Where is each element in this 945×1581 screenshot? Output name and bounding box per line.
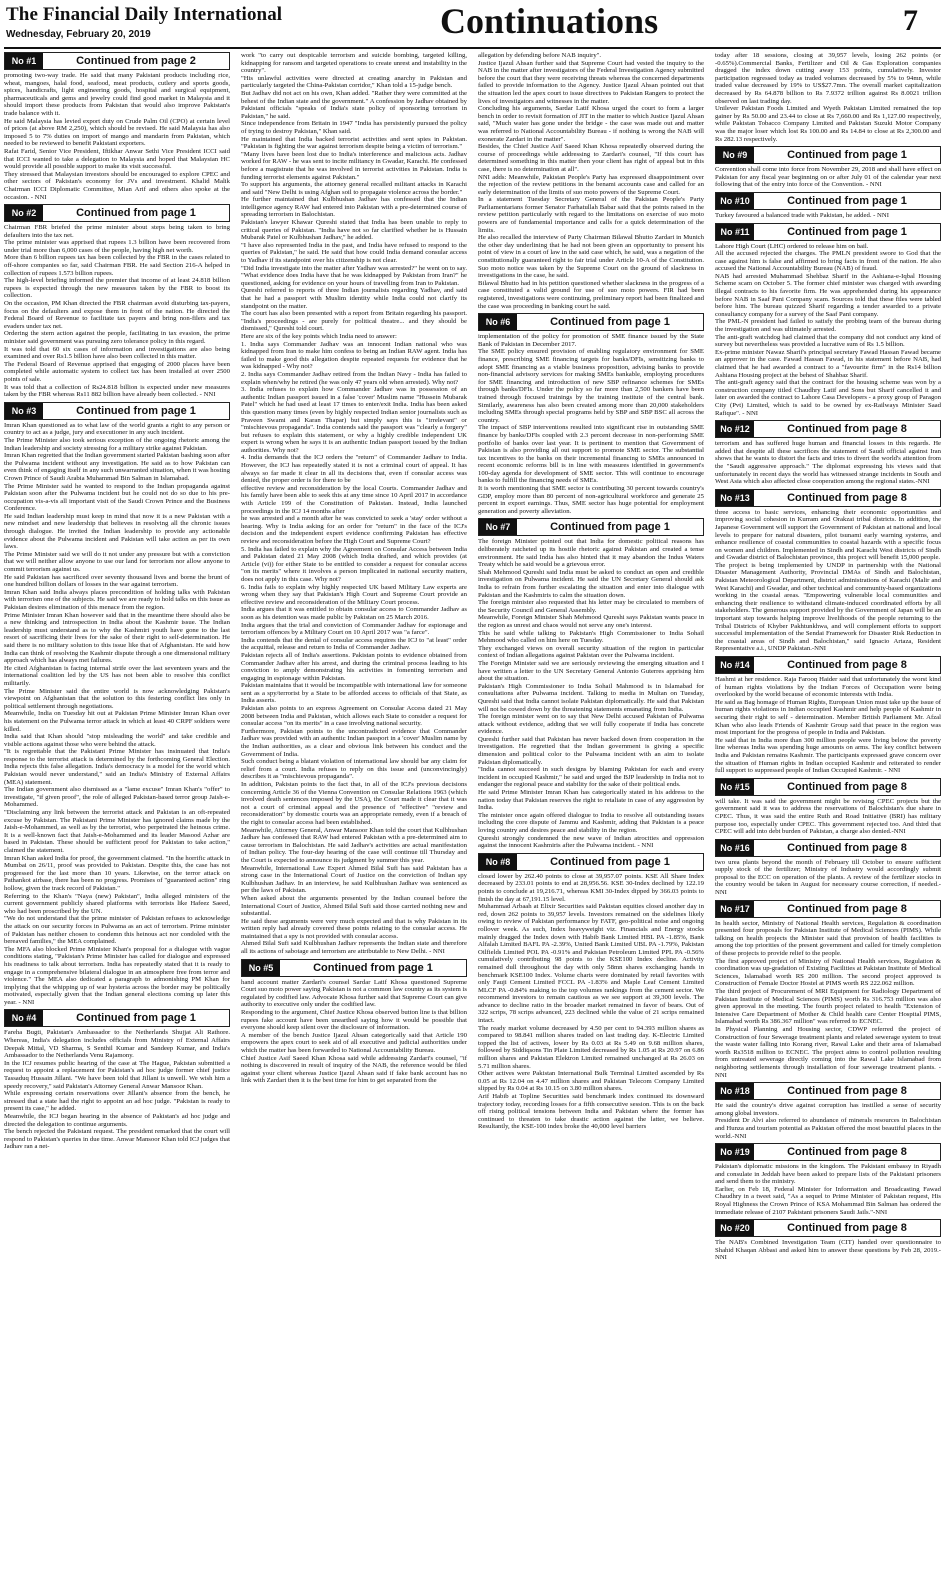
column-1: [4, 52, 230, 1577]
article-text: implementation of the policy for promotion of SME finance issued by the State Bank of Pakistan in December 2017. The SME policy ensured provision of enabling regulatory environment for SME finance, prescribing SME financing targets for banks/DFIs, sensitizing banks to adopt SME financing as a viable business proposition, advising banks to provide non-financial advisory services for making SMEs bankable, employing procedures for SME financing and introduction of new SBP refinance schemes for SMEs through banks/DFIs. Under the policy so far more than 2,500 bankers have been trained through focused trainings by the training institute of the central bank. Similarly, awareness has also been created among more than 20,000 stakeholders including SMEs through special programs held by SBP and SBP BSC all across the country. The impact of SBP interventions resulted into significant rise in outstanding SME finance by banks/DFIs coupled with 2.3 percent decrease in non-performing SME portfolio of banks over last year. It is pertinent to mention that Government of Pakistan is also providing all out support to promote SME sector. The substantial tax incentives to the banks on their incremental financing to SMEs announced in recent economic reforms bill is in line with measures identified in government's 100-day agenda for development of SME sector. This will continue to encourage banks to fulfill the financing needs of SMEs. It is worth mentioning that SME sector is contributing 30 percent towards country's GDP, employ more than 80 percent of non-agricultural workforce and generate 25 percent in export earnings. Thus, SME sector has huge potential for employment generation and poverty alleviation.: [478, 333, 704, 515]
article-header: [715, 1082, 941, 1100]
article-text: Turkey favoured a balanced trade with Pakistan, he added. - NNI: [715, 211, 889, 219]
article-header: [715, 1143, 941, 1161]
article-block: [715, 900, 941, 1079]
article-text: Imran Khan questioned as to what law of the world grants a right to any person or country to act as a judge, jury and executioner in any such incident. The Prime Minister also took serious exception of the ongoing rhetoric among the Indian leadership and society stressing for a military strike against Pakistan. Imran Khan regretted that the Indian government started Pakistan bashing soon after the Pulwama incident without any investigation. He said as to how Pakistan can even think of engaging itself in any such unwarranted situation, when it was hosting Crown Prince of Saudi Arabia Muhammad Bin Salman in Islamabad. The Prime Minister said he wanted to respond to the Indian propaganda against Pakistan soon after the Pulwama incident but he could not do so due to his pre-occupation vis-a-vis all important visit of the Saudi Crown Prince and the Business Conference. He said Indian leadership must keep in mind that now it is a new Pakistan with a new mindset and new leadership that believes in resolving all the chronic issues through dialogue. He invited the Indian leadership to provide any actionable evidence about the Pulwama incident and Pakistan will take action as per its own laws. The Prime Minister said we will do it not under any pressure but with a conviction that we will neither allow anyone to use our land for terrorism nor allow anyone to commit terrorism against us. He said Pakistan has sacrificed over seventy thousand lives and borne the brunt of one hundred billion dollars of losses in the war against terrorism. Imran Khan said India always places precondition of holding talks with Pakistan with terrorism one of the subjects. He said we are ready to hold talks on this issue as Pakistan desires elimination of this menace from the region. Prime Minister Imran Khan however said that in the meantime there should also be a new thinking and introspection in India about the Kashmir issue. The Indian leadership must understand as to why the Kashmiri youth have gone to the last resort of sacrificing their lives for the sake of their right to self-determination. He said there is no military solution to this issue like that of Afghanistan. He said how India can think of resolving the Kashmir dispute through a one dimensional military approach which has always met failures. He cited Afghanistan is facing internal strife over the last seventeen years and the international coalition led by the US has not been able to resolve this conflict militarily. The Prime Minister said the entire world is now acknowledging Pakistan's viewpoint on Afghanistan that the solution to this festering conflict lies only in political settlement through negotiations. Meanwhile, India on Tuesday hit out at Pakistan Prime Minister Imran Khan over his statement on the Pulwama terror attack in which at least 40 CRPF soldiers were killed. India said that Khan should "stop misleading the world" and take credible and visible actions against those who were behind the attack. "It is regrettable that the Pakistani Prime Minister has insinuated that India's response to the terrorist attack is determined by the forthcoming General Election. India rejects this false allegation. India's democracy is a model for the world which Pakistan would never understand," said an India's Ministry of External Affairs (MEA) statement. The Indian government also dismissed as a "lame excuse" Imran Khan's "offer" to investigate, "if given proof", the role of alleged Pakistan-based terror group Jaish-e-Mohammed. "Disclaiming any link between the terrorist attack and Pakistan is an oft-repeated excuse by Pakistan. The Pakistani Prime Minister has ignored claims made by the Jaish-e-Mohammed, as well as by the terrorist, who perpetrated the heinous crime. It is a well-known fact that Jaish-e-Mohammed and its leader Masood Azhar are based in Pakistan. These should be sufficient proof for Pakistan to take action," claimed the statement. Imran Khan asked India for proof, the government claimed. "In the horrific attack in Mumbai on 26/11, proof was provided to Pakistan. Despite this, the case has not progressed for the last more than 10 years. Likewise, on the terror attack on Pathankot airbase, there has been no progress. Promises of "guaranteed action" ring hollow, given the track record of Pakistan." Referring to the Khan's "Naya (new) Pakistan", India alleged ministers of the current government publicly shared platforms with terrorists like Hafeez Saeed, who had been proscribed by the UN. "We do not understand that the prime minister of Pakistan refuses to acknowledge the attack on our security forces in Pulwama as an act of terrorism. Prime minister of Pakistan has neither chosen to condemn this heinous act nor condoled with the bereaved families," the MEA complained. The MFA also blocked Prime Minister Khan's proposal for a dialogue with vague conditions stating, "Pakistan's Prime Minister has called for dialogue and expressed his readiness to talk about terrorism. India has repeatedly stated that it is ready to engage in a comprehensive bilateral dialogue in an atmosphere free from terror and violence." The MEA also dedicated a paragraph to admonishing PM Khan for implying that the whipping up of war hysteria across the border may be politically motivated, especially given that the Indian general elections coming up later this year. - NNI: [4, 421, 230, 1006]
article-block: [715, 192, 941, 220]
article-block: [715, 52, 941, 143]
article-block: [715, 839, 941, 897]
article-text: work "to carry out despicable terrorism and suicide bombing, targeted killing, kidnapping for ransom and targeted operations to create unrest and instability in the country". "His unlawful activities were directed at creating anarchy in Pakistan and particularly targeted the China-Pakistan corridor," Khan told a 15-judge bench. But Jadhav did not act on his own, Khan added. "Rather they were committed at the behest of the Indian state and the government." A confession by Jadhav obtained by Pakistani officials "speaks of India's state policy of sponsoring terrorism in Pakistan," he said. Since independence from Britain in 1947 "India has persistently pursued the policy of trying to destroy Pakistan," Khan said. He maintained that India backed terrorist activities and sent spies in Pakistan. "Pakistan is fighting the war against terrorism despite being a victim of terrorism." "Many lives have been lost due to India's interference and malicious acts. Jadhav worked for RAW - he was sent to incite militancy in Gwadar, Karachi. He confessed before a magistrate that he was involved in terrorist activities in Pakistan. India is funding terrorist elements against Pakistan." To support his arguments, the attorney general recalled militant attacks in Karachi and said "New Delhi is using Afghan soil to propagate violence across the border." He further maintained that Kulbhushan Jadhav has confessed that the Indian intelligence agency RAW had entered into Pakistan with a pre-determined course of spreading terrorism in Balochistan. Pakistan's lawyer Khawar Qureshi stated that India has been unable to reply to critical queries of Pakistan. "India have not so far clarified whether he is Hussain Mubarak Patel or Kulbhushan Jadhav," he added. "I have also represented India in the past, and India have refused to respond to the queries of Pakistan," he said. He said that how could India demand consular access to Yadhav if its standpoint over his citizenship is not clear. "Did India investigate into the matter after Yadhav was arrested?" he went on to say. "What evidence does India have that he was kidnapped by Pakistan from Iran?" he questioned, asking for evidence on your hours of travelling from Iran to Pakistan. Qureshi referred to reports of three Indian journalists regarding Yadhav, and said that he had a passport with Muslim identity while India could not clarify its standpoint on the matter. The court has also been presented with a report from Britain regarding his passport. "India's proceedings - are purely for political theatre... and they should be dismissed," Qureshi told court. Here are six of the key points which India need to answer: 1. India says Commander Jadhav was an innocent Indian national who was kidnapped from Iran to make him confess to being an Indian RAW agent. India has failed to make good this allegation despite repeated requests for evidence that he was kidnapped - Why not? 2. India says Commander Jadhav retired from the Indian Navy - India has failed to explain when/why he retired (he was only 47 years old when arrested). Why not? 3. India refuses to explain how Commander Jadhav was in possession of an authentic Indian passport issued in a false 'cover' Muslim name "Hussein Mubarak Patel" which he had used at least 17 times to enter/exit India. India has been asked this question many times (even by highly respected Indian senior journalists such as Praveen Swami and Karan Thapar) but simply says this is "irrelevant" or "mischievous propaganda". India contends said the passport was "clearly a forgery" but refuses to explain this statement, or why a highly credible independent UK expert is wrong when he says it is an authentic Indian passport issued by the Indian authorities. Why not? 4. India demands that the ICJ orders the "return" of Commander Jadhav to India. However, the ICJ has repeatedly stated it is not a criminal court of appeal. It has always so far made it clear in all its decisions that, even if consular access was denied, the proper order is for there to be effective review and reconsideration by the local Courts. Commander Jadhav and his family have been able to seek this at any time since 10 April 2017 in accordance with Article 199 of the Constitution of Pakistan. Instead, India launched proceedings in the ICJ 14 months after he was arrested and a month after he was convicted to seek a 'stay' order without a hearing. Why is India asking for an order for "return" in the face of the ICJ's decision and the independent expert evidence confirming Pakistan has effective review and reconsideration before the High Court and Supreme Court? 5. India has failed to explain why the Agreement on Consular Access between India and Pakistan dated 21 May 2008 (which India drafted, and which provides (at Article (vi)) for either State to be entitled to consider a request for consular access "on its merits" where it involves a person implicated in national security matters, does not apply in this case. Why not? 6. India fails to explain why highly respected UK based Military Law experts are wrong when they say that Pakistan's High Court and Supreme Court provide an effective review and reconsideration of the Military Court process. India argues that it was entitled to obtain consular access to Commander Jadhav as soon as his detention was made public by Pakistan on 25 March 2016. India argues that the trial and conviction of Commander Jadhav for espionage and terrorism offences by a Military Court on 10 April 2017 was "a farce". India contends that the denial of consular access requires the ICJ to "at least" order the acquittal, release and return to India of Commander Jadhav. Pakistan rejects all of India's assertions. Pakistan points to evidence obtained from Commander Jadhav after his arrest, and during the criminal process leading to his conviction to amply demonstrating his activities in fomenting terrorism and engaging in espionage within Pakistan. Pakistan maintains that it would be incompatible with international law for someone sent as a spy/terrorist by a State to be afforded access to officials of that State, as India asserts. Pakistan also points to an express Agreement on Consular Access dated 21 May 2008 between India and Pakistan, which allows each State to consider a request for consular access "on its merits" in a case involving national security. Furthermore, Pakistan points to the uncontradicted evidence that Commander Jadhav was provided with an authentic Indian passport in a 'cover' Muslim name by the Indian authorities, as a clear and obvious link between his conduct and the Government of India. Such conduct being a blatant violation of international law should bar any claim for relief from a court. India refuses to reply on this issue and (unconvincingly) describes it as "mischievous propaganda". In addition, Pakistan points to the fact that, in all of the ICJ's previous decisions concerning Article 36 of the Vienna Convention on Consular Relations 1963 (which involved death sentences imposed by the USA), the Court made it clear that it was not a court of criminal appeal and the presence of "effective" "review and reconsideration" by domestic courts was an appropriate remedy, even if a breach of the right to consular access had been established. Meanwhile, Attorney General, Anwar Mansoor Khan told the court that Kulbhushan Jadhav has confessed that RAW had entered Pakistan with a pre-determined aim to cause terrorism in Balochistan. He said Jadhav's activities are actual manifestation of Indian policy. The four-day hearing of the case will continue till Thursday and the Court is expected to announce its judgment by summer this year. Meanwhile, International Law Expert Ahmed Bilal Sufi has said Pakistan has a strong case in the International Court of Justice on the conviction of Indian spy Kulbhushan Jadhav. In an interview, he said Kulbhushan Jadhav was sentenced as per the laws of Pakistan. When asked about the arguments presented by the Indian counsel before the International Court of Justice, Ahmed Bilal Sufi said those carried nothing new and substantial. He said these arguments were very much expected and that is why Pakistan in its written reply had already covered these points relating to the consular access. He maintained that a spy is not provided with consular access. Ahmed Bilal Sufi said Kulbhushan Jadhav represents the Indian state and therefore all its actions of sabotage and terrorism are attributable to New Delhi. - NNI: [241, 52, 467, 956]
article-number: No #1: [5, 53, 43, 69]
article-number: No #20: [716, 1220, 754, 1236]
article-number: No #10: [716, 193, 754, 209]
article-number: No #5: [242, 960, 280, 976]
article-block: [715, 223, 941, 418]
article-block: [715, 778, 941, 836]
masthead: [0, 0, 945, 48]
article-header: [715, 223, 941, 241]
article-number: No #7: [479, 519, 517, 535]
article-text: terrorism and has suffered huge human and financial losses in this regards. He added that despite all these sacrifices the statement of Saudi official against Iran shows that he wants to distort the facts and tries to divert the world's attention from the "Saudi aggressive approach." The diplomat expressing his views said that unfortunately in recent days the world has witnessed strange incidents in South and West Asia which also affected close cooperation among the regional states.-NNI: [715, 440, 941, 486]
article-header: [715, 1219, 941, 1237]
article-text: Fareha Bugti, Pakistan's Ambassador to the Netherlands Shujjat Ali Rathore. Whereas, India's delegation includes officials from Ministry of External Affairs Deepak Mittal, VD Sharma, S Senthil Kumar and Sandeep Kumar, and India's Ambassador to the Netherlands Venu Rajamony. In the ICJ resumes public hearing of the case at The Hague, Pakistan submitted a request to appoint a replacement for Pakistan's ad hoc judge former chief justice Tassaduq Hussain Jillani. "We have been told that Jillani is unwell. We wish him a speedy recovery," said Pakistan's Attorney General Anwar Mansoor Khan. While expressing certain reservations over Jillani's absence from the bench, he stressed that a state had the right to appoint an ad hoc judge. "Pakistan is ready to present its case," he added. Meanwhile, the ICJ began hearing in the absence of Pakistan's ad hoc judge and directed the delegation to continue arguments. The bench rejected the Pakistani request. The president remarked that the court will respond to Pakistan's queries in due time. Anwar Mansoor Khan told ICJ judges that Jadhav ran a net-: [4, 1029, 230, 1151]
article-heading: Continued from page 8: [787, 780, 907, 793]
page-number: 7: [903, 4, 918, 37]
article-text: two urea plants beyond the month of February till October to ensure sufficient supply stock of the fertilizer; Ministry of Industry would accordingly submit proposal to the ECC on operation of the plants. A review of the fertilizer stocks in the country would be taken in August for necessary course correction, if needed.-NNI: [715, 858, 941, 897]
article-header: [715, 656, 941, 674]
section-title: Continuations: [440, 1, 659, 41]
article-header: [4, 402, 230, 420]
article-block: [715, 1219, 941, 1262]
article-text: Hashmi at her residence. Raja Farooq Haider said that unfortunately the worst kind of human rights violations by the Indian Forces of Occupation were being overlooked by the world because of economic interests with India. He said as Bag homage of Human Rights, European Union must take up the issue of human rights violations in Indian occupied Kashmir and help people of Kashmir in securing their right to self - determination. Member British Parliament Mr. Afzal Khan who also leads Friends of Kashmir Group said that peace in the region was most important for the progress of people in India and Pakistan. He said that in India more than 300 million people were living below the poverty line whereas India was spending huge amounts on arms. The key conflict between India and Pakistan remains Kashmir. The participants expressed grave concern over the situation of Human rights in Indian occupied Kashmir and reiterated to render full support to suppressed people of Indian Occupied Kashmir. - NNI: [715, 676, 941, 775]
article-number: No #19: [716, 1144, 754, 1160]
article-text: Convention shall come into force from November 29, 2018 and shall have effect on Pakistan for any fiscal year beginning on or after July 01 of the calendar year next following that of the entry into force of the Convention. - NNI: [715, 166, 941, 189]
article-header: [4, 1009, 230, 1027]
article-number: No #14: [716, 657, 754, 673]
article-header: [715, 146, 941, 164]
article-block: [241, 959, 467, 1085]
article-text: The NAB's Combined Investigation Team (CIT) handed over questionnaire to Shahid Khaqan Abbasi and asked him to answer these questions by Feb 28, 2019.-NNI: [715, 1239, 941, 1262]
masthead-rule: [4, 47, 941, 49]
article-number: No #12: [716, 421, 754, 437]
article-heading: Continued from page 8: [787, 1222, 907, 1235]
article-text: Pakistan's diplomatic missions in the kingdom. The Pakistani embassy in Riyadh and consulate in Jeddah have been asked to prepare lists of the Pakistani prisoners and send them to the ministry. Earlier, on Feb 18, Federal Minister for Information and Broadcasting Fawad Chaudhry in a tweet said, "As a sequel to Prime Minister of Pakistan request, His Royal Highness the Crown Prince of KSA Mohammad Bin Salman has ordered the immediate release of 2107 Pakistani prisoners Saudi Jails."-NNI: [715, 1163, 941, 1216]
article-block: [4, 1009, 230, 1151]
article-header: [4, 204, 230, 222]
article-text: hand account matter Zardari's counsel Sardar Latif Khosa questioned Supreme Court suo moto power saying Pakistan is not a common law country as its system is regulated by codified law. Advocate Khosa further said that Supreme Court can give authority to executive only under the codified law. Responding to the argument, Chief Justice Khosa observed button line is that billion rupees fake account have been unearthed saying how it would be possible that everyone should keep silent over the disclosure of information. A member of the bench Justice Ijazul Ahsan categorically said that Article 190 empowers the apex court to seek aid of all executive and judicial authorities under which the matter has been forwarded to National Accountability Bureau. Chief Justice Asif Saeed Khan Khosa said while addressing Zardari's counsel, "if nothing is discovered in result of inquiry of the NAB, the reference would be filed against your client whereas Justice Ijazul Ahsan said if fake bank account has no link with Zardari then it is the best time for him to get separated from the: [241, 978, 467, 1085]
article-heading: Continued from page 1: [550, 521, 670, 534]
article-number: No #11: [716, 224, 754, 240]
column-3: [478, 52, 704, 1577]
article-text: He said the country's drive against corruption has instilled a sense of security among global investors. President Dr Alvi also referred to abundance of minerals resources in Balochistan and Hunza and tourism potential as Pakistan offered the most beautiful places in the world.-NNI: [715, 1102, 941, 1140]
article-text: will take. It was said the government might be revising CPEC projects but the government said it was to address the reservations of Balochistan's due share in CPEC. Thus, it was said the entire Ruth and Road Initiative (BRI) has military purpose too, especially under CPEC. This government rejected too. And third that CPEC will add into debt burden of Pakistan, a charge also denied.-NNI: [715, 797, 941, 836]
article-heading: Continued from page 8: [787, 1085, 907, 1098]
article-heading: Continued from page 1: [76, 404, 196, 417]
article-text: In health sector, Ministry of National Health services, Regulation & coordination presented four proposals for Pakistan Institute of Medical Sciences (PIMS). While talking on health projects the Minister said that provision of health facilities is among the top priorities of the present government and called for timely completion of these projects to provide relief to the people. The first approved project of Ministry of National Health services, Regulation & coordination was up-gradation of Existing Facilities at Pakistan Institute of Medical Sciences, Islamabad worth RS 200 million. The second project approved is Construction of Female Doctor Hostel at PIMS worth RS 222.062 million. The third project of Procurement of MRI Equipment for Radiology Department of Pakistan Institute of Medical Sciences (PIMS) worth Rs 316.753 million was also given approval in the meeting. The fourth project related to health "Extension of Intensive Care Department of Mother & Child health care Center Hospital PIMS, Islamabad worth Rs 386.367 million" was referred to ECNEC. In Physical Planning and Housing sector, CDWP referred the project of Construction of four Sewerage treatment plants and related sewerage system to treat the waste water falling into Korang river, Rawal Lake and their area of Islamabad worth Rs3518 million to ECNEC. The project aims to control pollution resulting from untreated sewerage directly coming into the Rawal Lake Islamabad from neighboring settlements through installation of four sewerage treatment plants. - NNI: [715, 919, 941, 1079]
article-block: [715, 420, 941, 486]
article-text: closed lower by 262.40 points to close at 39,957.07 points. KSE All Share Index decreased by 233.01 points to end at 28,956.56. KSE 30-Index declined by 122.19 points to conclude at 19,216.71, whereas KMI 30-Index dipped by 366.03 points to finish the day at 67,191.15 level. Muhammad Arbaah at Elixir Securities said Pakistan equities closed another day in red, down 262 points to 39,957 levels. Investors remained on the sidelines likely owing to review of Pakistan performance by FATF, geo-political noise and ongoing rollover week. As such, Index heavyweight viz. Financials and Energy stocks mainly dragged the Index down with Habib Bank Limited HBL PA -1.85%, Bank Alfalah Limited BAFL PA -2.39%, United Bank Limited UBL PA -1.79%, Pakistan Oilfields Limited POL PA -0.91% and Pakistan Petroleum Limited PPL PA -0.56% cumulatively contributing 98 points to the KSE100 Index decline. Activity remained dull throughout the day with only 58mn shares exchanging hands in benchmark KSE100 Index. Volume charts were dominated by retail favorites with only Fauji Cement Limited FCCL PA -1.83% and Maple Leaf Cement Limited MLCF PA -0.84% making to the top volumes rankings from the cement sector. We recommend investors to remain cautious as we see support at 39,300 levels. The advance to decline ratio in the broader market remained in favor of bears. Out of 322 scrips, 78 scrips advanced, 223 declined while the value of 21 scrips remained intact. The ready market volume decreased by 4.50 per cent to 94.393 million shares as compared to 98.841 million shares traded on last trading day. K-Electric Limited topped the list of actives, lower by Rs 0.03 at Rs 5.49 on 9.68 million shares, followed by Siddiqsons Tin Plate Limited decreased by Rs 1.05 at Rs 20.97 on 6.86 million shares and Pakistan Elektron Limited remained unchanged at Rs 26.03 on 5.71 million shares. Other actives were Pakistan International Bulk Terminal Limited ascended by Rs 0.05 at Rs 12.04 on 4.47 million shares and Pakistan Telecom Company Limited slipped by Rs 0.04 at Rs 10.15 on 3.80 million shares. Arif Habib at Topline Securities said benchmark index continued its downward trajectory today, recording losses for a fifth consecutive session. This is on the back off rising political tensions between India and Pakistan where the former has continued to threaten to take drastic action against the latter, we believe. Resultantly, the KSE-100 index broke the 40,000 level barriers: [478, 872, 704, 1131]
article-block: [4, 52, 230, 201]
article-number: No #3: [5, 403, 43, 419]
article-block: [478, 853, 704, 1131]
article-heading: Continued from page 1: [550, 855, 670, 868]
article-header: [715, 420, 941, 438]
article-block: [715, 656, 941, 775]
article-heading: Continued from page 1: [313, 961, 433, 974]
article-header: [715, 778, 941, 796]
article-header: [478, 313, 704, 331]
article-heading: Continued from page 8: [787, 841, 907, 854]
article-number: No #9: [716, 147, 754, 163]
article-block: [715, 146, 941, 189]
article-block: [4, 204, 230, 399]
article-number: No #18: [716, 1083, 754, 1099]
article-text: today after 18 sessions, closing at 39,957 levels, losing 262 points (or -0.65%).Commercial Banks, Fertilizer and Oil & Gas Exploration companies dragged the index down cutting away 153 points, cumulatively. Investor participation regressed today as traded volumes decreased by 5% to 94mn, while traded value decreased by 19% to US$27.7mn. The overall market capitalization decreased by Rs 64.878 billion to Rs 7.9372 trillion against Rs 8.0021 trillion observed on last trading day. Unilever Pakistan Foods Limited and Wyeth Pakistan Limited remained the top gainer by Rs 50.00 and 23.44 to close at Rs 7,660.00 and Rs 1,127.00 respectively, while Pakistan Tobacco Company Limited and Pakistan Suzuki Motor Company was the major loser which lost Rs 100.00 and Rs 14.84 to close at Rs 2,300.00 and Rs 282.13 respectively.: [715, 52, 941, 143]
article-block: [478, 518, 704, 849]
article-header: [241, 959, 467, 977]
article-header: [4, 52, 230, 70]
article-number: No #15: [716, 779, 754, 795]
article-text: Chairman FBR briefed the prime minister about steps being taken to bring defaulters into the tax net. The prime minister was apprised that rupees 1.3 billion have been recovered from under trial more than 6,000 cases of the people, having high net worth. More than 6 billion rupees tax has been collected by the FBR in the cases related to off-shore companies so far, said Chairman FBR. He said Section 216-A helped in collection of rupees 1.573 billion rupees. The high-level briefing informed the premier that income of at least 24.818 billion rupees is expected through the new measures taken by the FBR to boost its collection. On the occasion, PM Khan directed the FBR chairman avoid disturbing tax-payers, focus on the defaulters and expose them in front of the nation. He directed the Federal Board of Revenue to facilitate tax payers and bring non-filers and tax evaders under tax net. Ordering the stern action against the people, facilitating in tax evasion, the prime minister said government was pursuing zero tolerance policy in this regard. It was told that 60 six cases of information and investigations are also being examined and over Rs1.5 billion have also been collected in this matter. The Federal Board of Revenue apprised that engaging of 2000 places have been completed while automatic system to collect tax has been installed at over 2500 points of sale. It was told that a collection of Rs24.818 billion is expected under new measures taken by the FBR whereas Rs11 882 billion have already been collected. - NNI: [4, 224, 230, 399]
issue-date: Wednesday, February 20, 2019: [6, 29, 151, 40]
article-heading: Continued from page 8: [787, 902, 907, 915]
page-body: [4, 52, 941, 1577]
article-header: [715, 900, 941, 918]
article-number: No #13: [716, 490, 754, 506]
article-heading: Continued from page 8: [787, 1146, 907, 1159]
article-heading: Continued from page 8: [787, 423, 907, 436]
article-block: [715, 1143, 941, 1216]
article-number: No #6: [479, 314, 517, 330]
article-number: No #17: [716, 901, 754, 917]
column-4: [715, 52, 941, 1577]
article-heading: Continued from page 1: [787, 149, 907, 162]
article-text: allegation by defending before NAB inquiry". Justice Ijazul Ahsan further said that Supreme Court had vested the inquiry to the NAB in the matter after investigators of the Federal Investigation Agency submitted before the court that they were receiving threats whereas the concerned departments failed to provide information to the Agency. Justice Ijazul Ahsan pointed out that the situation led the apex court to issue directives to Pakistan Rangers to protect the lives of investigators and witnesses in the matter. Concluding his arguments, Sardar Latif Khosa urged the court to form a larger bench in order to revisit formation of JIT in the matter to which Justice Ijazul Ahsan said, "Much water has gone under the bridge - the case was made out and matter was referred to National Accountability Bureau - if nothing is wrong the NAB will exonerate Zardari in the matter". Besides, the Chief Justice Asif Saeed Khan Khosa repeatedly observed during the course of proceedings while addressing to Zardari's counsel, "If this court has determined something in this matter then your client has right of appeal but in this case, there is no determination at all". NNI adds: Meanwhile, Pakistan People's Party has expressed disappointment over the rejection of the review petitions in the benami accounts case and called for an early determination of the limits of suo moto powers of the Supreme Court. In a statement Tuesday Secretary General of the Pakistan People's Party Parliamentarians former Senator Farhatullah Babar said that the points raised in the review petition particularly with regard to the limitations on exercise of suo moto powers are of fundamental importance and calls for a quick determination of the limits. He also recalled the interview of Party Chairman Bilawal Bhutto Zardari in Munich the other day underlining that he had not been given an opportunity to present his point of view in a court of law in the said case which, he said, was a negation of the constitutionally guaranteed right to fair trial under Article 10-A of the Constitution. Suo moto notice was taken by the Supreme Court on the ground of slackness in investigations in the case, he said. Bilawal Bhutto had in his petition questioned whether slackness in the progress of a case constituted a valid ground for use of suo moto powers. FIR had been registered, investigations were continuing, preliminary report had been finalized and the case was proceeding in banking court he said.: [478, 52, 704, 310]
article-heading: Continued from page 8: [787, 491, 907, 504]
article-text: promoting two-way trade. He said that many Pakistani products including rice, wheat, mangoes, halal food, seafood, meat products, cutlery and sports goods, spices, handicrafts, light engineering goods, hospital and surgical equipment, pharmaceuticals and gems and jewelry could find good market in Malaysia and it should import these products from Pakistan that would also improve Pakistan's trade balance with it. He said Malaysia has levied export duty on Crude Palm Oil (CPO) at certain level of prices (at above RM 2,250), which should be revised. He said Malaysia has also imposed 5 to 7% duties on import of mango and mandarin from Pakistan, which needed to be reviewed to benefit Pakistani exporters. Rafat Farid, Senior Vice President, Iftikhar Anwar Sethi Vice President ICCI said that ICCI wanted to take a delegation to Malaysia and hoped that Malaysian HC would provide all possible support to make its visit successful. They stressed that Malaysian investors should be encouraged to explore CPEC and other sectors of Pakistan's economy for JVs and investment. Khalid Malik Chairman ICCI Diplomatic Committee, Mian Arif and others also spoke at the occasion. - NNI: [4, 72, 230, 201]
article-block: [478, 313, 704, 515]
article-header: [478, 853, 704, 871]
article-header: [715, 839, 941, 857]
article-number: No #2: [5, 205, 43, 221]
column-2: [241, 52, 467, 1577]
article-heading: Continued from page 8: [787, 659, 907, 671]
article-block: [4, 402, 230, 1007]
article-heading: Continued from page 1: [76, 1012, 196, 1025]
article-heading: Continued from page 1: [550, 316, 670, 329]
article-header: [715, 192, 941, 210]
article-block: [478, 52, 704, 310]
newspaper-name: The Financial Daily International: [6, 4, 283, 25]
article-block: [241, 52, 467, 956]
article-text: three access to basic services, enhancing their economic opportunities and improving social cohesion in Kurram and Orakzai tribal districts. In addition, the Japanese Government will support the Government of Pakistan at national and local levels to prepare for natural disasters, pilot tsunami early warning systems, and enhance resilience of coastal communities to coastal hazards with a specific focus on women and children. Implemented in Sindh and Karachi West districts of Sindh and Gwadar district of Balochistan province, this project will benefit 15,000 people. The project is being implemented by UNDP in partnership with the National Disaster Management Authority, Provincial DMAs of Sindh and Balochistan, Pakistan Meteorological Department, district administrations of Karachi (Malir and West Karachi) and Gwadar, and other technical and community-based organizations working in the coastal areas. "Empowering vulnerable local communities and enhancing their resilience to withstand climate-induced coordinated efforts by all stakeholders. The generous support provided by the Government of Japan will be an important step towards helping improve livelihoods of the people returning to the Tribal Districts of Khyber Pakhtunkhwa, and will complement efforts to support successful implementation of the Sendai Framework for Disaster Risk Reduction in the coastal areas of Sindh and Balochistan," said Ignacio Artaza, Resident Representative a.i., UNDP Pakistan.-NNI: [715, 508, 941, 653]
article-heading: Continued from page 1: [787, 225, 907, 238]
article-heading: Continued from page 1: [787, 194, 907, 207]
article-header: [715, 489, 941, 507]
article-heading: Continued from page 1: [76, 207, 196, 220]
article-text: Lahore High Court (LHC) ordered to release him on bail. All the accused rejected the charges. The PMLN president swore to God that the case against him is false and affirmed to bring facts in front of the nation. He also accused the National Accountability Bureau (NAB) of fraud. NAB had arrested Muhammad Shehbaz Sharif in the Ashiana-e-Iqbal Housing Scheme scam on October 5. The former chief minister was charged with awarding illegal contracts to his favorite firm. He was apprehended during his appearance before NAB in Saaf Pani Company scam. Sources told that these files were tabled before him. The bureau quizzed Sharif regarding a tender awarded to a private consultancy company for a survey of the Saaf Pani company. The PML-N president had failed to satisfy the probing team of the bureau during the investigation and was ultimately arrested. The anti-graft watchdog had claimed that the company did not conduct any kind of survey but nevertheless was provided a lucrative sum of Rs 1.5 billion. Ex-prime minister Nawaz Sharif's principal secretary Fawad Hassan Fawad became an approver in the case. Fawad Hassan Fawad, in his statement before NAB, had claimed that he had awarded a contract to a "favourite firm" in the Rs14 billion Ashiana Housing project at the behest of Shahbaz Sharif. The anti-graft agency said that the contract for the housing scheme was won by a construction company titled Chaudhry Latif and Sons but Sharif cancelled it and later on awarded the contract to Lahore Casa Developers - a proxy group of Paragon City (Pvt) Limited, which is said to be owned by ex-Railways Minister Saad Rafique". - NNI: [715, 242, 941, 417]
article-block: [715, 489, 941, 653]
article-text: The foreign Minister pointed out that India for domestic political reasons has deliberately ratcheted up its hostile rhetoric against Pakistan and created a tense environment. He said India has also hinted that it may abandon the Indus Waters Treaty which he said would be a grievous error. Shah Mehmood Qureshi said India must be asked to conduct an open and credible investigation on Pulwama incident. He said the UN Secretary General should ask India to refrain from further escalating the situation and enter into dialogue with Pakistan and the Kashmiris to calm the situation down. The foreign minister also requested that his letter may be circulated to members of the Security Council and General Assembly. Meanwhile, Foreign Minister Shah Mehmood Qureshi says Pakistan wants peace in the region as unrest and chaos would not serve any one's interest. This he said while talking to Pakistan's High Commissioner to India Sohail Mehmood who called on him here on Tuesday. They exchanged views on overall security situation of the region in particular context of Indian allegations against Pakistan over the Pulwama incident. The Foreign Minister said we are seriously reviewing the emerging situation and I have written a letter to the UN Secretary General Antonio Guterres apprising him about the situation. Pakistan's High Commissioner to India Sohail Mahmood is in Islamabad for consultations after Pulwama incident. Talking to media in Multan on Tuesday, Qureshi said that India cannot isolate Pakistan diplomatically. He said that Pakistan will not be cowed down by the threatening statements emanating from India. The foreign minister went on to say that New Delhi accused Pakistan of Pulwama attack without evidence, adding that we will fully cooperate if India has concrete evidence. Qureshi further said that Pakistan has never backed down from cooperation in the investigation. He regretted that the Indian government is giving a specific dimension and political color to the Pulwama incident with an aim to isolate Pakistan diplomatically. "India cannot succeed in such designs by blaming Pakistan for each and every incident in occupied Kashmir," he said and urged the BJP leadership in India not to endanger the regional peace and stability for the sake of their political ends. He said Prime Minister Imran Khan has categorically stated in his address to the nation today that Pakistan reserves the right to retaliate in case of any aggression by India. The minister once again offered dialogue to India to resolve all outstanding issues including the core dispute of Jammu and Kashmir, adding that Pakistan is a peace loving country and desires peace and stability in the region. Qureshi strongly condemned the new wave of Indian atrocities and oppression against the innocent Kashmiris after the Pulwama incident. - NNI: [478, 538, 704, 850]
article-header: [478, 518, 704, 536]
article-number: No #16: [716, 840, 754, 856]
article-number: No #8: [479, 854, 517, 870]
article-number: No #4: [5, 1010, 43, 1026]
article-block: [715, 1082, 941, 1140]
article-heading: Continued from page 2: [76, 55, 196, 67]
